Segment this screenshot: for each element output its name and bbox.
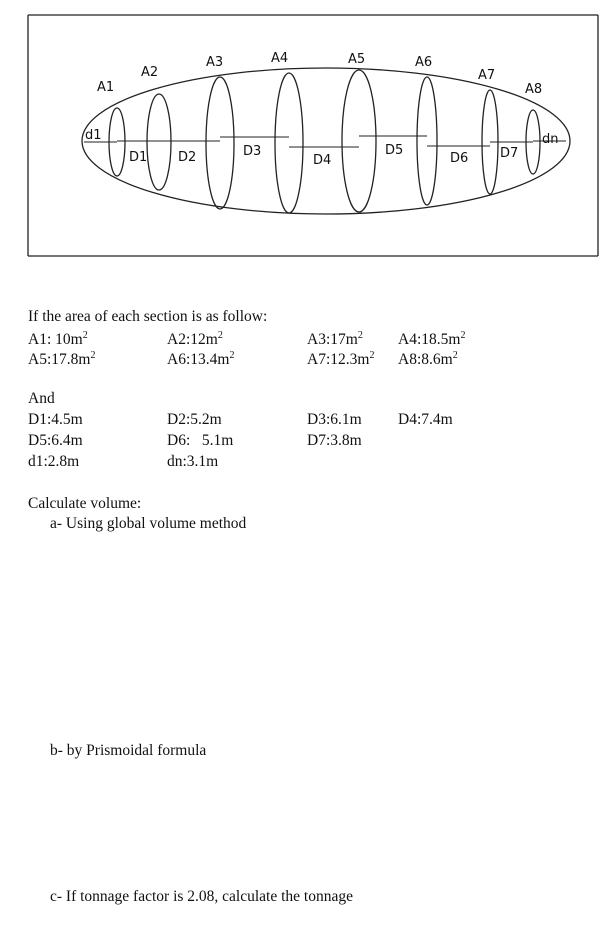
label-d2: D2 [178,150,197,165]
question-b: b- by Prismoidal formula [50,742,207,759]
distance-d4: D4:7.4m [398,411,453,428]
distance-d3: D3:6.1m [307,411,362,428]
area-a3: $A3:17m^2$ [307,330,363,349]
intro-text: If the area of each section is as follow: [28,308,268,325]
section-ellipse-a4 [275,73,303,213]
question-c: c- If tonnage factor is 2.08, calculate the tonnage [50,888,353,905]
area-a1: A1: $10m^2$ [28,330,88,349]
label-a3: A3 [206,55,224,70]
distance-d6: D6: 5.1m [167,432,234,449]
label-d1: D1 [129,150,148,165]
section-ellipse-a5 [342,70,376,212]
distance-d2: D2:5.2m [167,411,222,428]
label-d1-end: d1 [85,128,102,143]
area-a4: $A4:18.5m^2$ [398,330,466,349]
label-a8: A8 [525,82,543,97]
label-a1: A1 [97,80,115,95]
distance-d1-end: d1:2.8m [28,453,80,470]
label-a5: A5 [348,52,366,67]
area-a6: $A6:13.4m^2$ [167,350,235,369]
label-a6: A6 [415,55,433,70]
label-dn-end: dn [542,132,559,147]
label-a2: A2 [141,65,159,80]
question-a: a- Using global volume method [50,515,247,532]
section-ellipse-a2 [147,94,171,190]
label-a4: A4 [271,51,289,66]
distance-d5: D5:6.4m [28,432,83,449]
label-d7: D7 [500,146,519,161]
label-d3: D3 [243,144,262,159]
label-d5: D5 [385,143,404,158]
questions-heading: Calculate volume: [28,495,142,512]
label-a7: A7 [478,68,496,83]
section-ellipse-a6 [417,77,437,205]
distance-dn-end: dn:3.1m [167,453,219,470]
ore-body-diagram [0,0,607,262]
area-a8: $A8:8.6m^2$ [398,350,458,369]
and-label: And [28,390,55,407]
distance-d7: D7:3.8m [307,432,362,449]
label-d6: D6 [450,151,469,166]
area-a2: $A2:12m^2$ [167,330,223,349]
label-d4: D4 [313,153,332,168]
distance-d1: D1:4.5m [28,411,83,428]
area-a7: $A7:12.3m^2$ [307,350,375,369]
section-ellipse-a3 [206,77,234,209]
distance-lines [84,136,566,147]
area-a5: $A5:17.8m^2$ [28,350,96,369]
